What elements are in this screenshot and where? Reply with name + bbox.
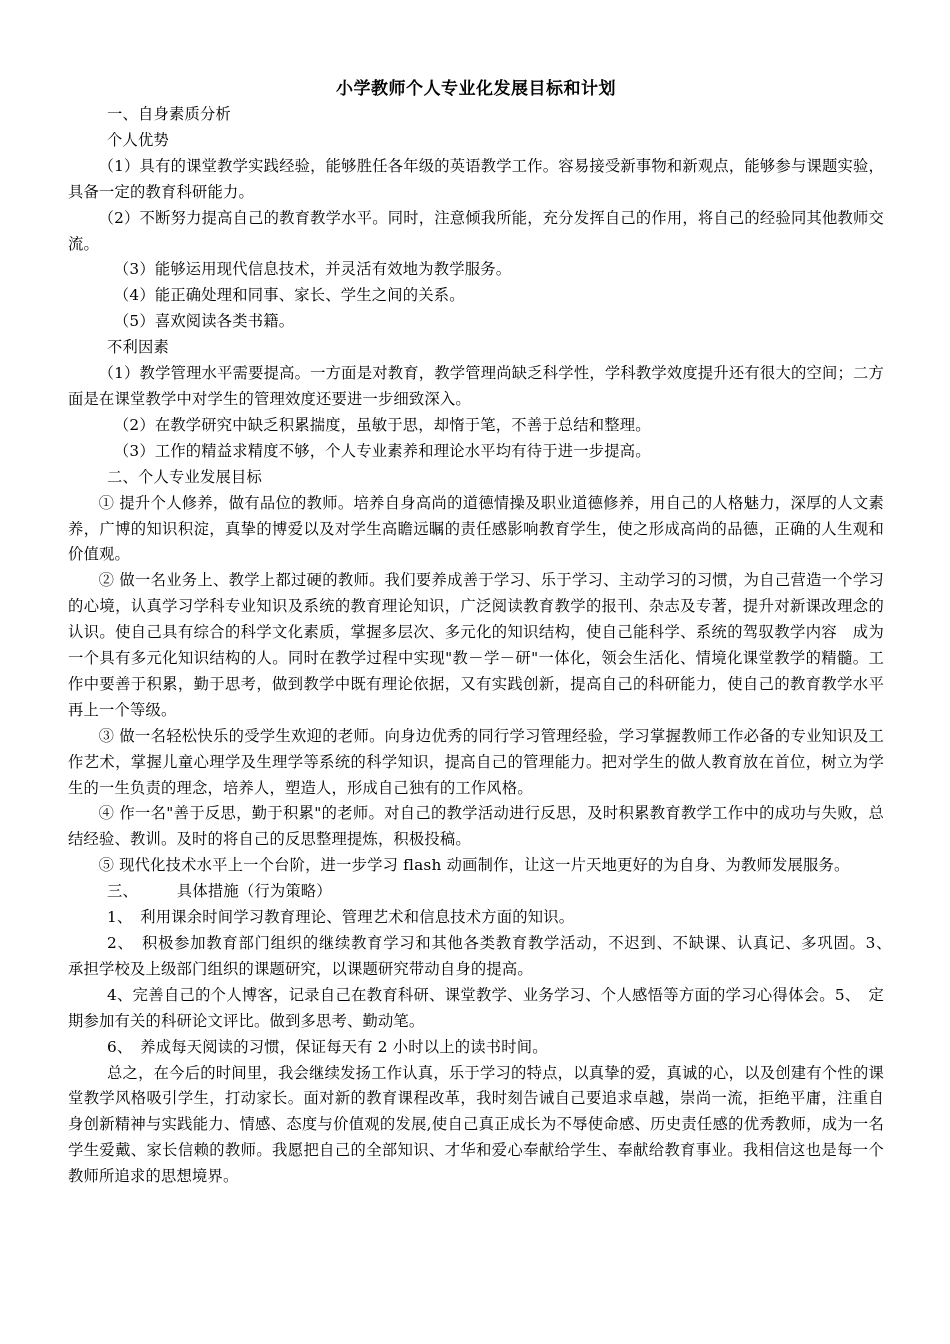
- paragraph: ② 做一名业务上、教学上都过硬的教师。我们要养成善于学习、乐于学习、主动学习的习惯，为自己营造一个学习的心境，认真学习学科专业知识及系统的教育理论知识，广泛阅读教育教学的报刊、杂志及专著，提升对新课改理念的认识。使自己具有综合的科学文化素质，掌握多层次、多元化的知识结构，使自己能科学、系统的驾驭教学内容 成为一个具有多元化知识结构的人。同时在教学过程中实现"教－学－研"一体化，领会生活化、情境化课堂教学的精髓。工作中要善于积累，勤于思考，做到教学中既有理论依据，又有实践创新，提高自己的科研能力，使自己的教育教学水平再上一个等级。: [68, 571, 884, 719]
- paragraph: （3）工作的精益求精度不够，个人专业素养和理论水平均有待于进一步提高。: [113, 441, 651, 460]
- paragraph: 2、 积极参加教育部门组织的继续教育学习和其他各类教育教学活动，不迟到、不缺课、认真记、多巩固。3、 承担学校及上级部门组织的课题研究，以课题研究带动自身的提高。: [68, 934, 900, 978]
- document-title: 小学教师个人专业化发展目标和计划: [336, 79, 616, 99]
- paragraph: 1、 利用课余时间学习教育理论、管理艺术和信息技术方面的知识。: [107, 908, 575, 927]
- paragraph: 三、 具体措施（行为策略）: [107, 882, 332, 901]
- document-body: [68, 102, 900, 1190]
- paragraph: 不利因素: [107, 338, 169, 357]
- paragraph: 4、完善自己的个人博客，记录自己在教育科研、课堂教学、业务学习、个人感悟等方面的学习心得体会。5、 定期参加有关的科研论文评比。做到多思考、勤动笔。: [68, 985, 884, 1030]
- paragraph: ⑤ 现代化技术水平上一个台阶，进一步学习 flash 动画制作，让这一片天地更好的为自身、为教师发展服务。: [98, 856, 850, 875]
- paragraph: （1）具有的课堂教学实践经验，能够胜任各年级的英语教学工作。容易接受新事物和新观点，能够参与课题实验，具备一定的教育科研能力。: [68, 156, 884, 201]
- paragraph: 总之，在今后的时间里，我会继续发扬工作认真，乐于学习的特点，以真挚的爱，真诚的心，以及创建有个性的课堂教学风格吸引学生，打动家长。面对新的教育课程改革，我时刻告诫自己要追求卓越，崇尚一流，拒绝平庸，注重自身创新精神与实践能力、情感、态度与价值观的发展,使自己真正成长为不辱使命感、历史责任感的优秀教师，成为一名学生爱戴、家长信赖的教师。我愿把自己的全部知识、才华和爱心奉献给学生、奉献给教育事业。我相信这也是每一个教师所追求的思想境界。: [68, 1063, 884, 1186]
- paragraph: ③ 做一名轻松快乐的受学生欢迎的老师。向身边优秀的同行学习管理经验，学习掌握教师工作必备的专业知识及工作艺术，掌握儿童心理学及生理学等系统的科学知识，提高自己的管理能力。把对学生的做人教育放在首位，树立为学生的一生负责的理念，培养人，塑造人，形成自己独有的工作风格。: [68, 726, 884, 797]
- paragraph: （2）不断努力提高自己的教育教学水平。同时，注意倾我所能，充分发挥自己的作用，将自己的经验同其他教师交流。: [68, 208, 884, 253]
- paragraph: （3）能够运用现代信息技术，并灵活有效地为教学服务。: [113, 260, 512, 279]
- paragraph: 一、自身素质分析: [107, 105, 231, 123]
- paragraph: ④ 作一名"善于反思，勤于积累"的老师。对自己的教学活动进行反思，及时积累教育教学工作中的成功与失败，总结经验、教训。及时的将自己的反思整理提炼，积极投稿。: [68, 804, 884, 849]
- paragraph: （2）在教学研究中缺乏积累揣度，虽敏于思，却惰于笔，不善于总结和整理。: [113, 415, 651, 434]
- paragraph: 6、 养成每天阅读的习惯，保证每天有 2 小时以上的读书时间。: [107, 1037, 548, 1056]
- document-page: [68, 76, 900, 1190]
- paragraph: （1）教学管理水平需要提高。一方面是对教育，教学管理尚缺乏科学性，学科教学效度提升还有很大的空间；二方面是在课堂教学中对学生的管理效度还要进一步细致深入。: [68, 364, 884, 408]
- paragraph: （4）能正确处理和同事、家长、学生之间的关系。: [113, 286, 465, 305]
- paragraph: 二、个人专业发展目标: [107, 467, 262, 486]
- paragraph: （5）喜欢阅读各类书籍。: [113, 312, 295, 331]
- paragraph: 个人优势: [107, 130, 169, 149]
- paragraph: ① 提升个人修养，做有品位的教师。培养自身高尚的道德情操及职业道德修养，用自己的人格魅力，深厚的人文素养，广博的知识积淀，真挚的博爱以及对学生高瞻远瞩的责任感影响教育学生，使之形成高尚的品德，正确的人生观和价值观。: [68, 493, 884, 564]
